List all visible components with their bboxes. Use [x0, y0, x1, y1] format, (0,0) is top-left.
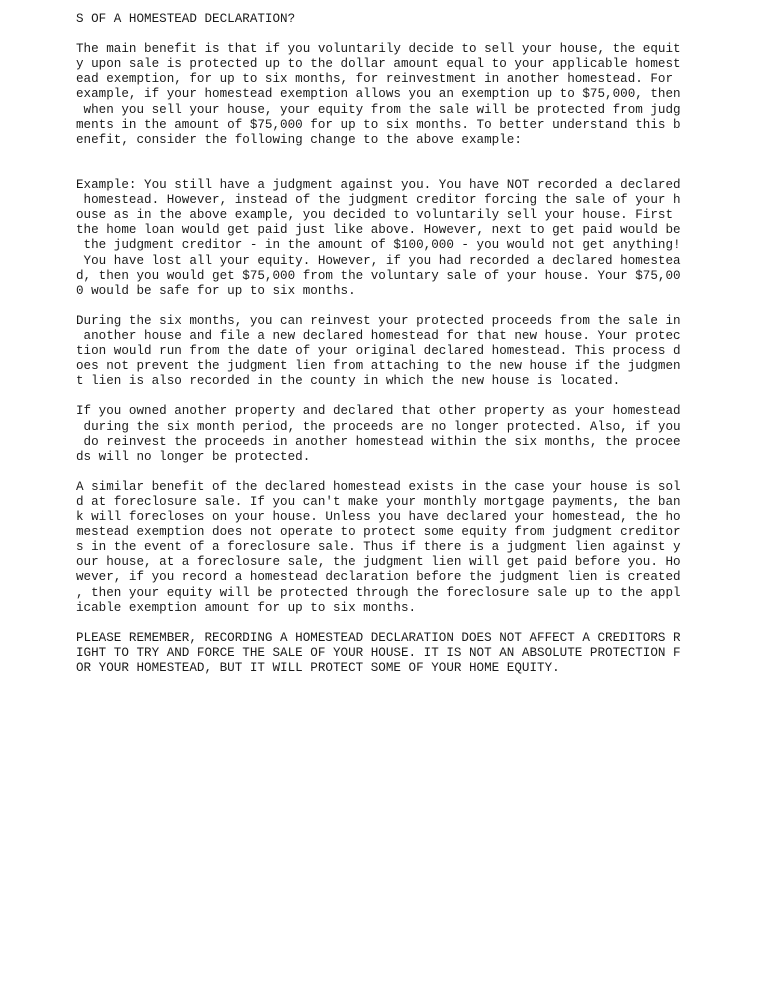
- text-line: OR YOUR HOMESTEAD, BUT IT WILL PROTECT SOME OF YOUR HOME EQUITY.: [76, 661, 560, 676]
- text-line: the judgment creditor - in the amount of $100,000 - you would not get anything!: [76, 238, 681, 253]
- text-line: , then your equity will be protected through the foreclosure sale up to the appl: [76, 585, 681, 600]
- text-line: A similar benefit of the declared homestead exists in the case your house is sol: [76, 479, 681, 494]
- paragraph-reminder: [76, 631, 716, 676]
- document-page: [76, 12, 716, 676]
- text-line: Example: You still have a judgment against you. You have NOT recorded a declared: [76, 178, 681, 193]
- text-line: 0 would be safe for up to six months.: [76, 283, 356, 298]
- text-line: You have lost all your equity. However, if you had recorded a declared homestea: [76, 253, 681, 268]
- text-line: during the six month period, the proceeds are no longer protected. Also, if you: [76, 419, 681, 434]
- text-line: IGHT TO TRY AND FORCE THE SALE OF YOUR HOUSE. IT IS NOT AN ABSOLUTE PROTECTION F: [76, 645, 681, 660]
- text-line: ead exemption, for up to six months, for reinvestment in another homestead. For: [76, 72, 674, 87]
- text-line: d at foreclosure sale. If you can't make your monthly mortgage payments, the ban: [76, 495, 681, 509]
- paragraph-main-benefit: [76, 42, 716, 148]
- text-line: If you owned another property and declared that other property as your homestead: [76, 404, 681, 419]
- text-line: the home loan would get paid just like above. However, next to get paid would be: [76, 223, 681, 238]
- paragraph-foreclosure: [76, 480, 716, 616]
- text-line: ds will no longer be protected.: [76, 449, 311, 464]
- text-line: mestead exemption does not operate to protect some equity from judgment creditor: [76, 525, 681, 540]
- text-line: s in the event of a foreclosure sale. Thus if there is a judgment lien against y: [76, 540, 681, 555]
- paragraph-other-property: [76, 404, 716, 464]
- text-line: oes not prevent the judgment lien from attaching to the new house if the judgmen: [76, 359, 681, 374]
- text-line: d, then you would get $75,000 from the voluntary sale of your house. Your $75,00: [76, 268, 681, 283]
- paragraph-example: [76, 178, 716, 299]
- text-line: our house, at a foreclosure sale, the judgment lien will get paid before you. Ho: [76, 555, 681, 570]
- text-line: wever, if you record a homestead declaration before the judgment lien is created: [76, 570, 681, 585]
- text-line: do reinvest the proceeds in another homestead within the six months, the procee: [76, 434, 681, 449]
- text-line: tion would run from the date of your original declared homestead. This process d: [76, 344, 681, 359]
- text-line: y upon sale is protected up to the dollar amount equal to your applicable homest: [76, 57, 681, 72]
- text-line: t lien is also recorded in the county in which the new house is located.: [76, 374, 621, 389]
- text-line: when you sell your house, your equity from the sale will be protected from judg: [76, 102, 681, 117]
- text-line: ouse as in the above example, you decided to voluntarily sell your house. First: [76, 208, 674, 223]
- text-line: During the six months, you can reinvest your protected proceeds from the sale in: [76, 313, 681, 328]
- paragraph-reinvest: [76, 314, 716, 389]
- section-heading: [76, 12, 716, 27]
- text-line: k will forecloses on your house. Unless you have declared your homestead, the ho: [76, 510, 681, 525]
- text-line: another house and file a new declared homestead for that new house. Your protec: [76, 328, 681, 343]
- text-line: enefit, consider the following change to the above example:: [76, 132, 522, 147]
- text-line: ments in the amount of $75,000 for up to six months. To better understand this b: [76, 117, 681, 132]
- heading-line: S OF A HOMESTEAD DECLARATION?: [76, 12, 296, 26]
- text-line: homestead. However, instead of the judgment creditor forcing the sale of your h: [76, 193, 681, 208]
- text-line: PLEASE REMEMBER, RECORDING A HOMESTEAD DECLARATION DOES NOT AFFECT A CREDITORS R: [76, 630, 681, 645]
- text-line: example, if your homestead exemption allows you an exemption up to $75,000, then: [76, 87, 681, 102]
- text-line: icable exemption amount for up to six months.: [76, 600, 417, 615]
- text-line: The main benefit is that if you voluntarily decide to sell your house, the equit: [76, 42, 681, 57]
